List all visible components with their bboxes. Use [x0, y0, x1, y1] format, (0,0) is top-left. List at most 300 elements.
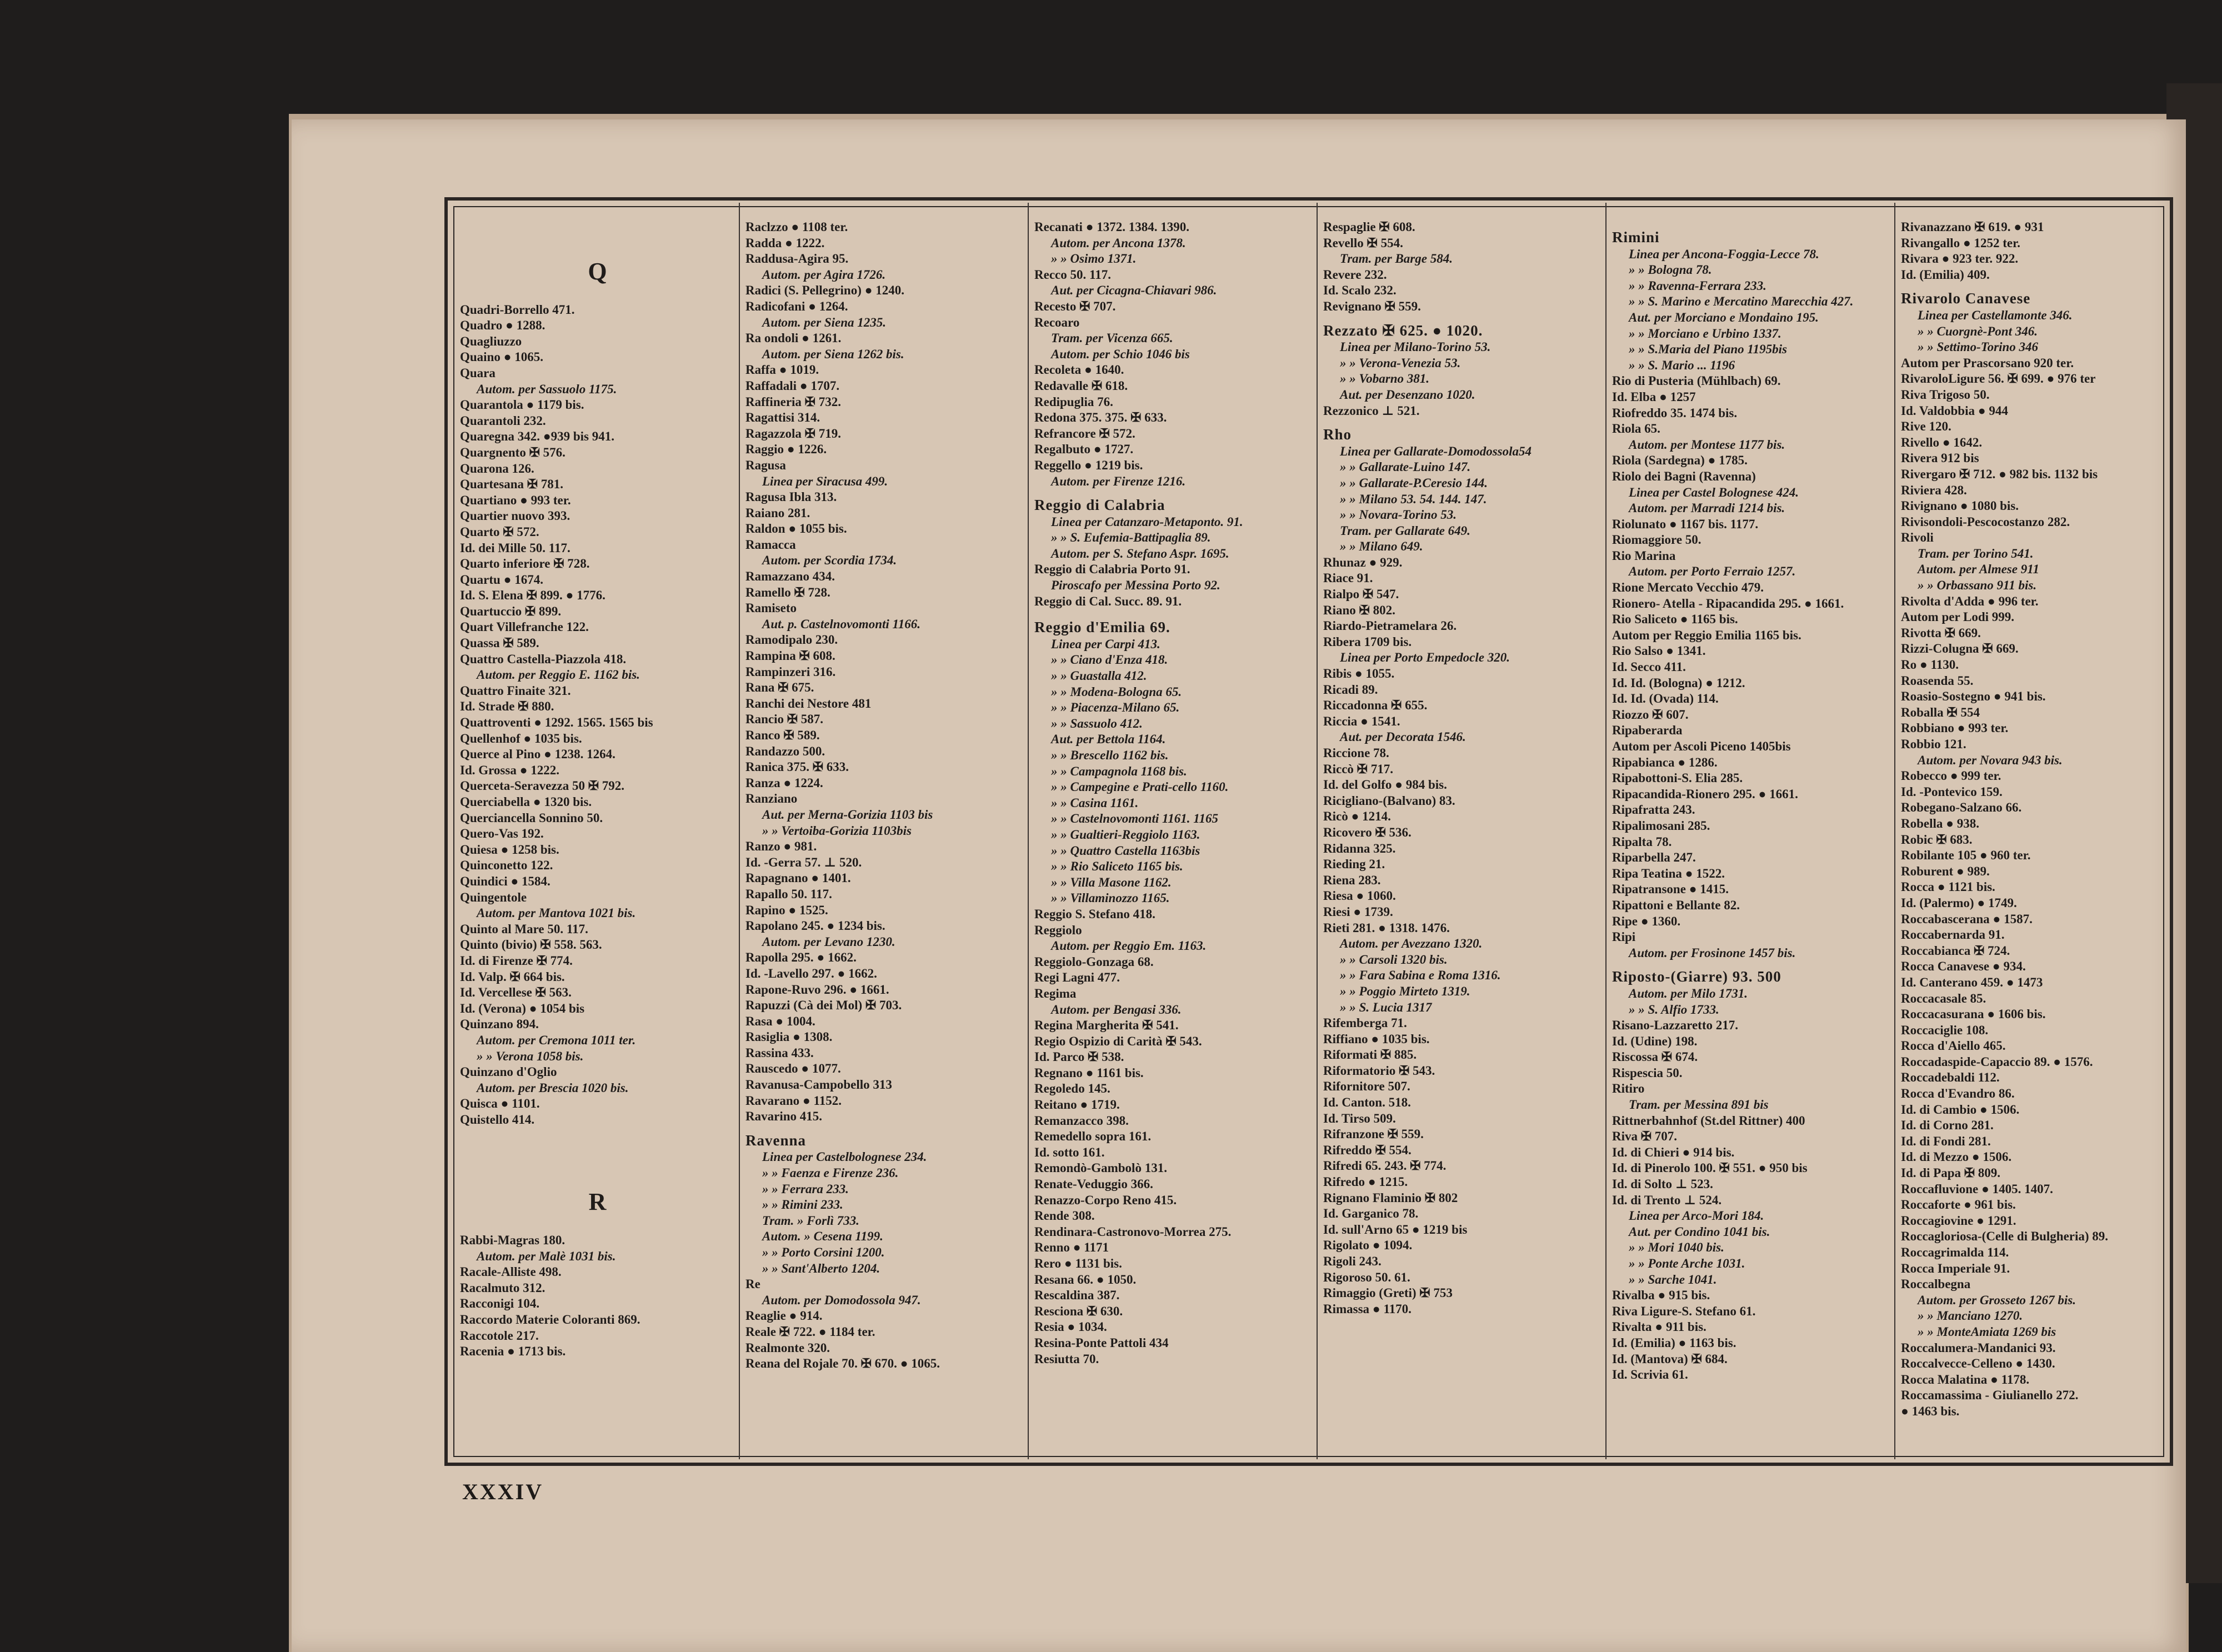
index-entry: Ripaberarda — [1612, 723, 1683, 738]
index-entry: Id. di Firenze ✠ 774. — [460, 953, 573, 968]
index-entry: Regio Ospizio di Carità ✠ 543. — [1034, 1034, 1202, 1048]
index-entry: Linea per Carpi 413. — [1051, 637, 1160, 651]
index-entry: Renazzo-Corpo Reno 415. — [1034, 1193, 1177, 1207]
index-entry: Rivello ● 1642. — [1901, 435, 1983, 449]
index-entry: Quinzano 894. — [460, 1017, 539, 1032]
index-entry: Redavalle ✠ 618. — [1034, 378, 1128, 393]
index-entry: Ricò ● 1214. — [1323, 809, 1391, 824]
index-entry: Linea per Castelbolognese 234. — [762, 1150, 927, 1164]
index-entry: Robecco ● 999 ter. — [1901, 769, 2001, 783]
index-entry: Roburent ● 989. — [1901, 864, 1990, 878]
index-entry: Quartier nuovo 393. — [460, 509, 570, 523]
index-entry: Ritiro — [1612, 1082, 1645, 1096]
index-entry: » » Gallarate-Luino 147. — [1340, 460, 1471, 474]
index-entry: Rana ✠ 675. — [745, 680, 814, 695]
index-entry: Quinto al Mare 50. 117. — [460, 922, 588, 936]
index-entry: Raffadali ● 1707. — [745, 378, 840, 393]
index-entry: Radda ● 1222. — [745, 236, 825, 250]
index-entry: Autom. per Reggio Em. 1163. — [1051, 939, 1207, 953]
index-entry: Roccadaspide-Capaccio 89. ● 1576. — [1901, 1054, 2093, 1069]
index-entry: Quinconetto 122. — [460, 858, 553, 873]
index-entry: Rivisondoli-Pescocostanzo 282. — [1901, 514, 2070, 529]
index-entry: Riolo dei Bagni (Ravenna) — [1612, 469, 1756, 483]
index-entry: Renno ● 1171 — [1034, 1240, 1109, 1255]
index-entry: Autom. per Sassuolo 1175. — [477, 382, 617, 396]
index-entry: » » Guastalla 412. — [1051, 669, 1147, 683]
index-entry: Rifornitore 507. — [1323, 1079, 1410, 1094]
index-entry: Quara — [460, 366, 496, 380]
index-entry: » » Gualtieri-Reggiolo 1163. — [1051, 827, 1200, 842]
index-entry: Linea per Ancona-Foggia-Lecce 78. — [1629, 247, 1819, 261]
index-entry: » » Vobarno 381. — [1340, 372, 1430, 386]
index-entry: Autom. per Montese 1177 bis. — [1629, 437, 1785, 452]
index-entry: Rescaldina 387. — [1034, 1288, 1120, 1303]
index-entry: Respaglie ✠ 608. — [1323, 220, 1415, 234]
index-entry: Racconigi 104. — [460, 1296, 540, 1311]
index-entry: Rive 120. — [1901, 419, 1951, 434]
index-entry: Autom. per Grosseto 1267 bis. — [1918, 1293, 2076, 1307]
index-entry: Revere 232. — [1323, 267, 1387, 282]
index-entry: Autom. per Porto Ferraio 1257. — [1629, 564, 1796, 579]
index-entry: Querceta-Seravezza 50 ✠ 792. — [460, 779, 625, 793]
index-entry: Quindici ● 1584. — [460, 874, 551, 888]
index-entry: Ripalimosani 285. — [1612, 818, 1710, 833]
index-entry: Ripa Teatina ● 1522. — [1612, 866, 1725, 880]
index-entry: Rende 308. — [1034, 1209, 1095, 1223]
index-entry: Rapolla 295. ● 1662. — [745, 950, 857, 965]
index-entry: Rhunaz ● 929. — [1323, 555, 1403, 569]
index-entry: Reggio di Cal. Succ. 89. 91. — [1034, 594, 1182, 608]
index-entry: Id. -Lavello 297. ● 1662. — [745, 966, 877, 980]
index-entry: Quaino ● 1065. — [460, 350, 544, 364]
index-entry: Ripalta 78. — [1612, 834, 1672, 849]
index-entry: Autom. per Reggio E. 1162 bis. — [477, 668, 640, 682]
index-entry: Quadro ● 1288. — [460, 318, 546, 333]
index-entry: Revignano ✠ 559. — [1323, 299, 1421, 313]
index-entry: Linea per Milano-Torino 53. — [1340, 340, 1491, 354]
index-entry: » » MonteAmiata 1269 bis — [1918, 1324, 2056, 1339]
index-entry: » » Rio Saliceto 1165 bis. — [1051, 859, 1183, 874]
index-entry: » » Villaminozzo 1165. — [1051, 891, 1170, 905]
index-entry: Rigolato ● 1094. — [1323, 1238, 1413, 1253]
index-entry: Quero-Vas 192. — [460, 827, 544, 841]
index-entry: Querciancella Sonnino 50. — [460, 810, 603, 825]
index-entry: Tram. per Barge 584. — [1340, 252, 1453, 266]
index-entry: Roasio-Sostegno ● 941 bis. — [1901, 689, 2046, 704]
index-entry: Autom. per Domodossola 947. — [762, 1293, 921, 1307]
index-entry: » » Piacenza-Milano 65. — [1051, 700, 1180, 715]
index-entry: Id. (Palermo) ● 1749. — [1901, 895, 2017, 910]
index-entry: Roccagrimalda 114. — [1901, 1245, 2009, 1259]
index-entry: Id. di Chieri ● 914 bis. — [1612, 1145, 1735, 1159]
index-entry: Raccotole 217. — [460, 1328, 539, 1343]
index-entry: Riano ✠ 802. — [1323, 603, 1395, 617]
index-entry: Autom per Prascorsano 920 ter. — [1901, 356, 2074, 370]
index-entry: » » Castelnovomonti 1161. 1165 — [1051, 812, 1218, 826]
index-entry: Autom. per Firenze 1216. — [1051, 474, 1186, 488]
index-entry: Quattro Castella-Piazzola 418. — [460, 652, 627, 666]
index-entry: Roccabianca ✠ 724. — [1901, 943, 2010, 958]
index-entry: Quassa ✠ 589. — [460, 636, 539, 650]
index-entry: Rivera 912 bis — [1901, 451, 1979, 465]
index-entry: Rapone-Ruvo 296. ● 1661. — [745, 982, 889, 997]
index-entry: Resciona ✠ 630. — [1034, 1304, 1123, 1318]
index-entry: Id. (Udine) 198. — [1612, 1034, 1698, 1048]
index-entry: Id. di Fondi 281. — [1901, 1134, 1991, 1148]
index-entry: » » S. Lucia 1317 — [1340, 1000, 1432, 1014]
index-entry: Id. Strade ✠ 880. — [460, 699, 554, 714]
index-entry: Quarantoli 232. — [460, 413, 546, 428]
index-entry: Rapino ● 1525. — [745, 903, 828, 917]
index-entry: Rampina ✠ 608. — [745, 649, 835, 663]
index-entry: Rispescia 50. — [1612, 1065, 1683, 1080]
index-entry: Riccadonna ✠ 655. — [1323, 698, 1428, 713]
index-entry: Roccaciglie 108. — [1901, 1023, 1989, 1037]
index-entry: » » S. Mario ... 1196 — [1629, 358, 1735, 372]
index-entry: Riozzo ✠ 607. — [1612, 707, 1689, 722]
index-entry: Regi Lagni 477. — [1034, 970, 1120, 985]
index-entry: Remanzacco 398. — [1034, 1113, 1129, 1128]
index-entry: Robella ● 938. — [1901, 816, 1980, 830]
index-entry: Roccadebaldi 112. — [1901, 1070, 2000, 1085]
index-entry: Rocca Malatina ● 1178. — [1901, 1372, 2030, 1386]
index-entry: Rio Saliceto ● 1165 bis. — [1612, 612, 1738, 627]
index-entry: Quattroventi ● 1292. 1565. 1565 bis — [460, 715, 653, 730]
index-entry: Rifredo ● 1215. — [1323, 1175, 1408, 1189]
index-entry: Rapolano 245. ● 1234 bis. — [745, 919, 885, 933]
index-entry: Linea per Porto Empedocle 320. — [1340, 650, 1510, 665]
index-entry: Autom. per Siena 1262 bis. — [762, 347, 904, 361]
index-entry: Rione Mercato Vecchio 479. — [1612, 580, 1764, 595]
index-entry: Id. sull'Arno 65 ● 1219 bis — [1323, 1222, 1468, 1237]
index-column-5 — [1612, 219, 1890, 1441]
column-divider — [1317, 203, 1318, 1459]
index-entry: Ranica 375. ✠ 633. — [745, 760, 849, 774]
index-entry: Roccabernarda 91. — [1901, 928, 2005, 942]
index-entry: » » Casina 1161. — [1051, 795, 1139, 810]
index-entry: Rifranzone ✠ 559. — [1323, 1127, 1424, 1142]
index-entry: Riesi ● 1739. — [1323, 904, 1393, 919]
index-entry: Quagliuzzo — [460, 334, 522, 348]
index-entry: Ribis ● 1055. — [1323, 667, 1395, 681]
index-entry: Quinzano d'Oglio — [460, 1065, 557, 1079]
index-entry: Resiutta 70. — [1034, 1351, 1099, 1366]
index-entry: Autom. per Cremona 1011 ter. — [477, 1033, 636, 1047]
column-divider — [1028, 203, 1029, 1459]
index-entry: Ripe ● 1360. — [1612, 914, 1681, 928]
index-entry: Rigoroso 50. 61. — [1323, 1270, 1410, 1284]
index-entry: Rifredi 65. 243. ✠ 774. — [1323, 1159, 1447, 1173]
index-entry: Ramacca — [745, 537, 796, 552]
index-entry: Roccaforte ● 961 bis. — [1901, 1198, 2016, 1212]
index-entry: Roballa ✠ 554 — [1901, 705, 1980, 719]
index-entry: » » Villa Masone 1162. — [1051, 875, 1172, 889]
index-entry: Autom. » Cesena 1199. — [762, 1229, 883, 1244]
index-entry: Raldon ● 1055 bis. — [745, 522, 847, 536]
index-entry: Ranco ✠ 589. — [745, 728, 820, 742]
index-entry: Robbiano ● 993 ter. — [1901, 721, 2009, 735]
index-entry: » » Faenza e Firenze 236. — [762, 1166, 899, 1180]
index-entry: Ramazzano 434. — [745, 569, 835, 584]
index-entry: Id. di Trento ⊥ 524. — [1612, 1193, 1722, 1207]
index-column-3 — [1034, 219, 1312, 1441]
index-entry: Id. Id. (Bologna) ● 1212. — [1612, 675, 1745, 690]
index-entry: Ramello ✠ 728. — [745, 585, 830, 599]
index-entry: Quartesana ✠ 781. — [460, 477, 564, 492]
index-entry: Robic ✠ 683. — [1901, 832, 1973, 847]
index-entry: Riviera 428. — [1901, 483, 1967, 497]
index-entry: Riparbella 247. — [1612, 850, 1696, 865]
index-entry: Linea per Catanzaro-Metaponto. 91. — [1051, 514, 1243, 529]
index-entry: Rivangallo ● 1252 ter. — [1901, 236, 2020, 250]
index-entry: Quartu ● 1674. — [460, 572, 543, 587]
index-entry: » » Modena-Bologna 65. — [1051, 684, 1182, 699]
index-entry: Ragusa Ibla 313. — [745, 490, 837, 504]
column-divider — [739, 203, 740, 1459]
index-entry: Redipuglia 76. — [1034, 394, 1113, 409]
index-entry: Id. (Verona) ● 1054 bis — [460, 1001, 585, 1015]
index-entry: Robilante 105 ● 960 ter. — [1901, 848, 2031, 863]
index-entry: » » Brescello 1162 bis. — [1051, 748, 1169, 762]
index-entry: Redona 375. 375. ✠ 633. — [1034, 411, 1167, 425]
index-entry: Rimassa ● 1170. — [1323, 1301, 1412, 1316]
index-entry: » » Porto Corsini 1200. — [762, 1245, 885, 1259]
index-entry: Rancio ✠ 587. — [745, 712, 824, 727]
index-entry: Rivanazzano ✠ 619. ● 931 — [1901, 220, 2044, 234]
index-entry: » » S. Marino e Mercatino Marecchia 427. — [1629, 294, 1854, 309]
index-entry: Quarantola ● 1179 bis. — [460, 398, 584, 412]
index-entry: Linea per Castel Bolognese 424. — [1629, 485, 1799, 499]
index-entry: » » Sarche 1041. — [1629, 1272, 1717, 1286]
index-entry: Rocca Imperiale 91. — [1901, 1261, 2010, 1275]
index-entry: Quartuccio ✠ 899. — [460, 604, 562, 618]
index-entry: Rignano Flaminio ✠ 802 — [1323, 1190, 1458, 1205]
index-entry: Id. (Emilia) ● 1163 bis. — [1612, 1335, 1736, 1350]
index-entry: Riena 283. — [1323, 873, 1381, 887]
index-entry: Ricovero ✠ 536. — [1323, 825, 1412, 839]
index-entry: Rezzonico ⊥ 521. — [1323, 403, 1420, 418]
index-entry: Roccamassima - Giulianello 272. — [1901, 1388, 2079, 1403]
index-entry: Riformati ✠ 885. — [1323, 1048, 1417, 1062]
index-entry: Resina-Ponte Pattoli 434 — [1034, 1335, 1169, 1350]
index-entry: Ramiseto — [745, 601, 797, 615]
index-entry: Regima — [1034, 986, 1077, 1000]
index-entry: » » Sassuolo 412. — [1051, 716, 1143, 730]
index-entry: » » Settimo-Torino 346 — [1918, 340, 2039, 354]
index-entry: Re — [745, 1277, 760, 1291]
index-entry: Rivolta d'Adda ● 996 ter. — [1901, 594, 2039, 608]
index-entry: Quargnento ✠ 576. — [460, 445, 565, 459]
index-entry: Id. Tirso 509. — [1323, 1111, 1396, 1125]
index-entry: Rivoli — [1901, 530, 1934, 545]
index-entry: Ragazzola ✠ 719. — [745, 426, 841, 440]
index-entry: Raddusa-Agira 95. — [745, 252, 849, 266]
index-entry: Ripi — [1612, 930, 1636, 944]
index-entry: » » Ciano d'Enza 418. — [1051, 653, 1168, 667]
index-entry: Rialpo ✠ 547. — [1323, 587, 1399, 602]
index-entry: Autom per Ascoli Piceno 1405bis — [1612, 739, 1791, 753]
index-entry: Autom. per Siena 1235. — [762, 315, 887, 329]
index-entry: Rivotta ✠ 669. — [1901, 625, 1981, 640]
index-entry: » » S.Maria del Piano 1195bis — [1629, 342, 1787, 357]
index-entry: Roccafluvione ● 1405. 1407. — [1901, 1182, 2053, 1196]
section-heading: Reggio di Calabria — [1034, 497, 1165, 513]
index-entry: Id. Valdobbia ● 944 — [1901, 403, 2008, 418]
index-entry: » » Carsoli 1320 bis. — [1340, 952, 1448, 967]
column-divider — [1605, 203, 1607, 1459]
index-entry: Quistello 414. — [460, 1112, 535, 1127]
index-entry: Aut. per Bettola 1164. — [1051, 732, 1166, 747]
index-entry: Reana del Rojale 70. ✠ 670. ● 1065. — [745, 1356, 940, 1371]
index-entry: Id. Id. (Ovada) 114. — [1612, 692, 1719, 706]
index-entry: Tram. per Messina 891 bis — [1629, 1098, 1769, 1112]
index-entry: Linea per Arco-Mori 184. — [1629, 1209, 1764, 1223]
index-entry: Rasa ● 1004. — [745, 1014, 815, 1028]
index-entry: Autom. per Scordia 1734. — [762, 553, 897, 568]
index-entry: Autom. per Avezzano 1320. — [1340, 937, 1483, 951]
index-entry: Rocca d'Aiello 465. — [1901, 1039, 2006, 1053]
index-entry: Aut. per Condino 1041 bis. — [1629, 1224, 1770, 1239]
index-entry: Ragattisi 314. — [745, 411, 820, 425]
index-entry: Raffineria ✠ 732. — [745, 394, 841, 409]
index-entry: Ragusa — [745, 458, 786, 472]
index-entry: » » Sant'Alberto 1204. — [762, 1261, 880, 1275]
index-entry: Riesa ● 1060. — [1323, 889, 1396, 903]
index-entry: » » Novara-Torino 53. — [1340, 508, 1457, 522]
index-entry: » » Campagnola 1168 bis. — [1051, 764, 1187, 778]
index-entry: Roccagiovine ● 1291. — [1901, 1213, 2016, 1228]
index-entry: Raggio ● 1226. — [745, 442, 827, 457]
index-entry: Tram. per Torino 541. — [1918, 546, 2034, 560]
index-entry: Riardo-Pietramelara 26. — [1323, 619, 1457, 633]
index-entry: Regoledo 145. — [1034, 1082, 1110, 1096]
index-entry: Querciabella ● 1320 bis. — [460, 795, 592, 809]
index-entry: Id. Vercellese ✠ 563. — [460, 985, 572, 1000]
index-entry: ● 1463 bis. — [1901, 1404, 1960, 1418]
index-entry: Autom. per Milo 1731. — [1629, 986, 1748, 1000]
index-entry: Rauscedo ● 1077. — [745, 1062, 841, 1076]
index-entry: Autom. per Levano 1230. — [762, 934, 895, 949]
index-entry: Id. di Corno 281. — [1901, 1118, 1994, 1133]
index-entry: Ravanusa-Campobello 313 — [745, 1078, 892, 1092]
index-entry: Autom. per Schio 1046 bis — [1051, 347, 1190, 361]
index-entry: Tram. per Vicenza 665. — [1051, 331, 1173, 346]
index-entry: Recoleta ● 1640. — [1034, 363, 1124, 377]
index-entry: Reale ✠ 722. ● 1184 ter. — [745, 1324, 875, 1339]
index-entry: Ravarano ● 1152. — [745, 1093, 842, 1108]
index-entry: Rio di Pusteria (Mühlbach) 69. — [1612, 374, 1781, 388]
index-entry: Regnano ● 1161 bis. — [1034, 1065, 1144, 1080]
index-entry: Ripacandida-Rionero 295. ● 1661. — [1612, 787, 1798, 801]
index-entry: Linea per Siracusa 499. — [762, 474, 888, 488]
index-entry: Id. di Cambio ● 1506. — [1901, 1102, 2020, 1117]
index-entry: Ridanna 325. — [1323, 841, 1396, 855]
index-entry: Riscossa ✠ 674. — [1612, 1050, 1698, 1064]
index-entry: Riva Trigoso 50. — [1901, 387, 1990, 402]
column-divider — [1894, 203, 1895, 1459]
index-entry: Recanati ● 1372. 1384. 1390. — [1034, 220, 1190, 234]
index-entry: Id. Canton. 518. — [1323, 1095, 1411, 1110]
index-entry: Ra ondoli ● 1261. — [745, 331, 842, 346]
index-entry: Racale-Alliste 498. — [460, 1265, 562, 1279]
index-entry: Rieti 281. ● 1318. 1476. — [1323, 920, 1450, 935]
index-entry: Id. Garganico 78. — [1323, 1207, 1419, 1221]
index-entry: Quarto ✠ 572. — [460, 524, 539, 539]
index-entry: Rocca ● 1121 bis. — [1901, 880, 1995, 894]
index-entry: Riolunato ● 1167 bis. 1177. — [1612, 517, 1759, 531]
index-entry: Id. Elba ● 1257 — [1612, 389, 1696, 404]
index-entry: » » Rimini 233. — [762, 1198, 843, 1212]
index-entry: Roccalumera-Mandanici 93. — [1901, 1340, 2056, 1355]
index-entry: » » S. Eufemia-Battipaglia 89. — [1051, 530, 1211, 545]
page-number: XXXIV — [462, 1479, 544, 1504]
index-entry: » » Cuorgnè-Pont 346. — [1918, 324, 2038, 338]
index-entry: Quaregna 342. ●939 bis 941. — [460, 429, 614, 444]
index-entry: Rieding 21. — [1323, 857, 1385, 872]
index-column-4 — [1323, 219, 1601, 1441]
index-entry: » » Verona-Venezia 53. — [1340, 356, 1461, 370]
index-column-1 — [460, 219, 735, 1441]
index-entry: Riciglianо-(Balvano) 83. — [1323, 793, 1455, 808]
index-entry: » » Quattro Castella 1163bis — [1051, 843, 1200, 858]
index-entry: Reggio S. Stefano 418. — [1034, 907, 1155, 921]
index-entry: Reitano ● 1719. — [1034, 1098, 1120, 1112]
index-entry: Risano-Lazzaretto 217. — [1612, 1018, 1738, 1033]
index-entry: Tram. » Forlì 733. — [762, 1213, 859, 1228]
index-entry: Rizzi-Colugna ✠ 669. — [1901, 642, 2019, 656]
index-entry: Id. Valp. ✠ 664 bis. — [460, 969, 565, 984]
index-entry: Raffa ● 1019. — [745, 363, 819, 377]
index-entry: Ranchi dei Nestore 481 — [745, 696, 872, 710]
index-entry: Riomaggiore 50. — [1612, 533, 1701, 547]
index-entry: Ripabianca ● 1286. — [1612, 755, 1718, 769]
section-heading: Reggio d'Emilia 69. — [1034, 619, 1170, 635]
index-entry: Riva Ligure-S. Stefano 61. — [1612, 1304, 1756, 1318]
index-entry: Riofreddo 35. 1474 bis. — [1612, 406, 1738, 420]
index-entry: Rivara ● 923 ter. 922. — [1901, 252, 2019, 266]
index-entry: Autom. per Novara 943 bis. — [1918, 753, 2063, 767]
index-entry: Aut. per Desenzano 1020. — [1340, 387, 1475, 402]
index-entry: Remedello sopra 161. — [1034, 1129, 1152, 1144]
index-entry: » » Fara Sabina e Roma 1316. — [1340, 968, 1501, 983]
index-entry: Roccacasurana ● 1606 bis. — [1901, 1007, 2046, 1022]
index-entry: Id. di Papa ✠ 809. — [1901, 1166, 2001, 1180]
index-entry: Quarto inferiore ✠ 728. — [460, 557, 590, 571]
index-entry: » » Campegine e Prati-cello 1160. — [1051, 780, 1229, 794]
index-entry: Autom. per Agira 1726. — [762, 267, 886, 282]
index-entry: RivaroloLigure 56. ✠ 699. ● 976 ter — [1901, 372, 2096, 386]
index-entry: Rapallo 50. 117. — [745, 887, 832, 901]
index-entry: Id. di Pinerolo 100. ✠ 551. ● 950 bis — [1612, 1161, 1808, 1175]
index-entry: Autom. per Bengasi 336. — [1051, 1002, 1182, 1017]
index-entry: Riccò ✠ 717. — [1323, 762, 1393, 776]
index-entry: Id. di Solto ⊥ 523. — [1612, 1177, 1713, 1192]
section-heading: Rezzato ✠ 625. ● 1020. — [1323, 322, 1483, 339]
index-entry: Rapagnano ● 1401. — [745, 871, 851, 885]
index-entry: Randazzo 500. — [745, 744, 825, 758]
index-entry: Rio Marina — [1612, 548, 1676, 563]
index-entry: Ramodipalo 230. — [745, 633, 838, 647]
index-entry: Riva ✠ 707. — [1612, 1129, 1678, 1144]
index-entry: Id. di Mezzo ● 1506. — [1901, 1150, 2012, 1164]
section-heading: Rimini — [1612, 229, 1660, 246]
index-entry: Rimaggio (Greti) ✠ 753 — [1323, 1286, 1453, 1300]
index-entry: Recoaro — [1034, 315, 1080, 329]
index-entry: Quellenhof ● 1035 bis. — [460, 731, 582, 745]
index-entry: Roccagloriosa-(Celle di Bulgheria) 89. — [1901, 1229, 2109, 1244]
index-entry: Aut. p. Castelnovomonti 1166. — [762, 617, 920, 631]
index-entry: Autom. per Frosinone 1457 bis. — [1629, 945, 1796, 960]
